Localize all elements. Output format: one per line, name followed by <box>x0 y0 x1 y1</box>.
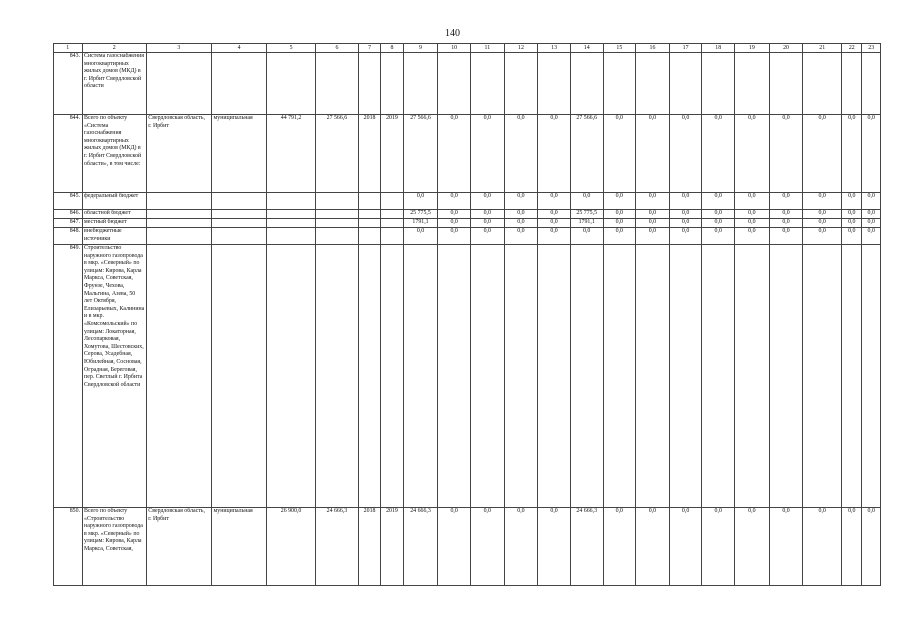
column-number-14: 14 <box>570 44 603 53</box>
value-cell: 0,0 <box>603 219 636 228</box>
text-cell <box>212 219 267 228</box>
value-cell: 2019 <box>381 508 403 586</box>
row-number-cell: 846. <box>54 210 83 219</box>
column-number-8: 8 <box>381 44 403 53</box>
value-cell: 0,0 <box>603 193 636 210</box>
text-cell <box>146 210 211 219</box>
value-cell: 0,0 <box>769 115 803 193</box>
page-number: 140 <box>445 28 460 39</box>
value-cell: 0,0 <box>735 193 770 210</box>
text-cell <box>212 193 267 210</box>
value-cell <box>862 245 881 508</box>
value-cell: 0,0 <box>403 193 438 210</box>
value-cell <box>438 245 471 508</box>
value-cell: 0,0 <box>803 508 842 586</box>
value-cell: 0,0 <box>470 219 504 228</box>
text-cell: муниципальная <box>212 115 267 193</box>
value-cell <box>702 245 735 508</box>
value-cell: 0,0 <box>702 219 735 228</box>
value-cell: 0,0 <box>636 508 670 586</box>
value-cell: 0,0 <box>862 219 881 228</box>
value-cell: 0,0 <box>538 508 571 586</box>
column-number-23: 23 <box>862 44 881 53</box>
value-cell: 0,0 <box>438 193 471 210</box>
table-row <box>54 508 881 586</box>
text-cell <box>212 210 267 219</box>
table-row <box>54 245 881 508</box>
value-cell: 0,0 <box>735 210 770 219</box>
value-cell: 0,0 <box>769 210 803 219</box>
value-cell <box>570 245 603 508</box>
column-number-22: 22 <box>842 44 862 53</box>
value-cell: 0,0 <box>603 115 636 193</box>
value-cell <box>504 53 538 115</box>
column-number-21: 21 <box>803 44 842 53</box>
value-cell: 2019 <box>381 115 403 193</box>
value-cell: 0,0 <box>636 115 670 193</box>
value-cell: 0,0 <box>570 193 603 210</box>
row-number-cell: 847. <box>54 219 83 228</box>
value-cell <box>862 53 881 115</box>
value-cell: 0,0 <box>504 193 538 210</box>
value-cell: 0,0 <box>862 115 881 193</box>
value-cell: 0,0 <box>504 228 538 245</box>
row-number-cell: 848. <box>54 228 83 245</box>
value-cell <box>669 245 702 508</box>
column-number-11: 11 <box>470 44 504 53</box>
text-cell <box>212 228 267 245</box>
value-cell: 0,0 <box>669 219 702 228</box>
row-number-cell: 843. <box>54 53 83 115</box>
value-cell <box>358 245 380 508</box>
column-number-15: 15 <box>603 44 636 53</box>
column-number-19: 19 <box>735 44 770 53</box>
text-cell <box>146 245 211 508</box>
value-cell <box>358 228 380 245</box>
value-cell: 0,0 <box>504 219 538 228</box>
value-cell <box>381 219 403 228</box>
row-number-cell: 845. <box>54 193 83 210</box>
value-cell: 0,0 <box>504 508 538 586</box>
value-cell <box>735 245 770 508</box>
value-cell: 1791,1 <box>570 219 603 228</box>
value-cell <box>769 245 803 508</box>
text-cell: Свердловская область, г. Ирбит <box>146 508 211 586</box>
value-cell: 0,0 <box>438 508 471 586</box>
table-body <box>54 53 881 586</box>
value-cell: 0,0 <box>538 219 571 228</box>
value-cell: 0,0 <box>538 228 571 245</box>
column-number-17: 17 <box>669 44 702 53</box>
value-cell: 0,0 <box>470 115 504 193</box>
value-cell <box>267 245 316 508</box>
value-cell: 0,0 <box>862 210 881 219</box>
value-cell: 0,0 <box>769 228 803 245</box>
value-cell <box>267 53 316 115</box>
text-cell <box>146 228 211 245</box>
column-number-6: 6 <box>316 44 359 53</box>
value-cell <box>769 53 803 115</box>
value-cell <box>636 245 670 508</box>
value-cell <box>316 245 359 508</box>
row-number-cell: 849. <box>54 245 83 508</box>
value-cell: 0,0 <box>803 115 842 193</box>
value-cell: 0,0 <box>636 193 670 210</box>
value-cell: 0,0 <box>636 219 670 228</box>
column-number-5: 5 <box>267 44 316 53</box>
text-cell <box>212 245 267 508</box>
table-row <box>54 115 881 193</box>
value-cell: 25 775,5 <box>570 210 603 219</box>
value-cell <box>267 193 316 210</box>
value-cell <box>381 228 403 245</box>
value-cell <box>381 245 403 508</box>
value-cell: 0,0 <box>438 115 471 193</box>
row-number-cell: 850. <box>54 508 83 586</box>
value-cell: 0,0 <box>504 115 538 193</box>
value-cell <box>316 193 359 210</box>
value-cell: 0,0 <box>803 210 842 219</box>
value-cell: 0,0 <box>803 228 842 245</box>
table-row <box>54 53 881 115</box>
object-name-cell: федеральный бюджет <box>82 193 146 210</box>
value-cell: 0,0 <box>842 508 862 586</box>
value-cell <box>538 53 571 115</box>
column-number-4: 4 <box>212 44 267 53</box>
value-cell: 2018 <box>358 508 380 586</box>
value-cell: 1791,1 <box>403 219 438 228</box>
value-cell: 0,0 <box>803 193 842 210</box>
investment-table <box>53 43 881 586</box>
table-row <box>54 210 881 219</box>
column-number-13: 13 <box>538 44 571 53</box>
value-cell <box>842 245 862 508</box>
value-cell <box>403 53 438 115</box>
value-cell <box>735 53 770 115</box>
value-cell <box>842 53 862 115</box>
column-number-10: 10 <box>438 44 471 53</box>
table-row <box>54 193 881 210</box>
value-cell <box>358 210 380 219</box>
text-cell: муниципальная <box>212 508 267 586</box>
column-number-row <box>54 44 881 53</box>
object-name-cell: Система газоснабжения многоквартирных жилых домов (МКД) в г. Ирбит Свердловской области <box>82 53 146 115</box>
value-cell: 0,0 <box>669 210 702 219</box>
value-cell: 0,0 <box>702 193 735 210</box>
value-cell: 25 775,5 <box>403 210 438 219</box>
value-cell <box>316 228 359 245</box>
value-cell: 0,0 <box>470 210 504 219</box>
value-cell: 0,0 <box>669 115 702 193</box>
value-cell: 27 566,6 <box>403 115 438 193</box>
value-cell <box>470 245 504 508</box>
value-cell: 0,0 <box>603 210 636 219</box>
object-name-cell: областной бюджет <box>82 210 146 219</box>
value-cell: 0,0 <box>403 228 438 245</box>
value-cell: 0,0 <box>669 508 702 586</box>
value-cell: 0,0 <box>702 115 735 193</box>
value-cell: 26 900,0 <box>267 508 316 586</box>
object-name-cell: Строительство наружного газопровода в мкр. «Северный» по улицам: Кирова, Карла Маркса, Советская, Фрунзе, Чехова, Мальгина, Азева, 50 лет Октября, Елизарьевых, Калинина и в мкр. «Комсомольский» по улицам: Локаторная, Лесопарковая, Хомутова, Шестовских, Серова, Усадебная, Юбилейная, Сосновая, Оградная, Береговая, пер. Светлый г. Ирбита Свердловской области <box>82 245 146 508</box>
value-cell: 0,0 <box>769 508 803 586</box>
value-cell: 0,0 <box>570 228 603 245</box>
value-cell <box>570 53 603 115</box>
text-cell: Свердловская область, г. Ирбит <box>146 115 211 193</box>
value-cell <box>316 210 359 219</box>
value-cell: 0,0 <box>538 210 571 219</box>
value-cell: 0,0 <box>735 115 770 193</box>
value-cell: 0,0 <box>803 219 842 228</box>
value-cell: 0,0 <box>842 219 862 228</box>
value-cell: 24 666,3 <box>316 508 359 586</box>
value-cell: 0,0 <box>702 508 735 586</box>
object-name-cell: местный бюджет <box>82 219 146 228</box>
value-cell: 44 791,2 <box>267 115 316 193</box>
value-cell: 0,0 <box>862 228 881 245</box>
value-cell <box>803 245 842 508</box>
column-number-7: 7 <box>358 44 380 53</box>
value-cell: 0,0 <box>438 210 471 219</box>
column-number-1: 1 <box>54 44 83 53</box>
value-cell: 0,0 <box>862 193 881 210</box>
value-cell: 0,0 <box>842 115 862 193</box>
text-cell <box>146 219 211 228</box>
text-cell <box>146 53 211 115</box>
value-cell <box>702 53 735 115</box>
value-cell <box>358 219 380 228</box>
value-cell <box>403 245 438 508</box>
column-number-2: 2 <box>82 44 146 53</box>
value-cell <box>381 210 403 219</box>
value-cell <box>669 53 702 115</box>
value-cell: 0,0 <box>538 115 571 193</box>
value-cell: 24 666,3 <box>570 508 603 586</box>
value-cell: 2018 <box>358 115 380 193</box>
value-cell: 0,0 <box>735 219 770 228</box>
value-cell: 0,0 <box>470 508 504 586</box>
value-cell: 24 666,3 <box>403 508 438 586</box>
value-cell: 0,0 <box>842 193 862 210</box>
value-cell: 27 566,6 <box>570 115 603 193</box>
value-cell: 0,0 <box>438 228 471 245</box>
column-number-9: 9 <box>403 44 438 53</box>
value-cell: 0,0 <box>438 219 471 228</box>
value-cell <box>504 245 538 508</box>
value-cell: 0,0 <box>842 228 862 245</box>
value-cell: 0,0 <box>470 193 504 210</box>
value-cell: 0,0 <box>669 228 702 245</box>
value-cell <box>267 219 316 228</box>
table-row <box>54 228 881 245</box>
value-cell <box>470 53 504 115</box>
column-number-12: 12 <box>504 44 538 53</box>
value-cell <box>358 53 380 115</box>
value-cell <box>267 210 316 219</box>
value-cell <box>603 245 636 508</box>
value-cell <box>358 193 380 210</box>
value-cell: 0,0 <box>702 228 735 245</box>
column-number-18: 18 <box>702 44 735 53</box>
value-cell: 0,0 <box>669 193 702 210</box>
value-cell <box>803 53 842 115</box>
text-cell <box>212 53 267 115</box>
value-cell: 0,0 <box>603 508 636 586</box>
table-row <box>54 219 881 228</box>
value-cell <box>267 228 316 245</box>
column-number-3: 3 <box>146 44 211 53</box>
value-cell: 0,0 <box>769 193 803 210</box>
value-cell <box>538 245 571 508</box>
value-cell <box>316 219 359 228</box>
value-cell: 0,0 <box>538 193 571 210</box>
value-cell: 0,0 <box>504 210 538 219</box>
value-cell: 0,0 <box>702 210 735 219</box>
value-cell: 0,0 <box>735 228 770 245</box>
value-cell <box>316 53 359 115</box>
value-cell <box>636 53 670 115</box>
object-name-cell: Всего по объекту «Система газоснабжения многоквартирных жилых домов (МКД) в г. Ирбит Свердловской области», в том числе: <box>82 115 146 193</box>
value-cell: 0,0 <box>862 508 881 586</box>
object-name-cell: внебюджетные источники <box>82 228 146 245</box>
value-cell <box>603 53 636 115</box>
value-cell: 0,0 <box>636 228 670 245</box>
row-number-cell: 844. <box>54 115 83 193</box>
value-cell <box>381 193 403 210</box>
column-number-20: 20 <box>769 44 803 53</box>
value-cell: 0,0 <box>735 508 770 586</box>
value-cell: 0,0 <box>842 210 862 219</box>
value-cell: 0,0 <box>603 228 636 245</box>
column-number-16: 16 <box>636 44 670 53</box>
object-name-cell: Всего по объекту «Строительство наружного газопровода в мкр. «Северный» по улицам: Кирова, Карла Маркса, Советская, <box>82 508 146 586</box>
value-cell: 0,0 <box>636 210 670 219</box>
value-cell: 0,0 <box>470 228 504 245</box>
value-cell <box>438 53 471 115</box>
value-cell: 0,0 <box>769 219 803 228</box>
value-cell <box>381 53 403 115</box>
value-cell: 27 566,6 <box>316 115 359 193</box>
text-cell <box>146 193 211 210</box>
